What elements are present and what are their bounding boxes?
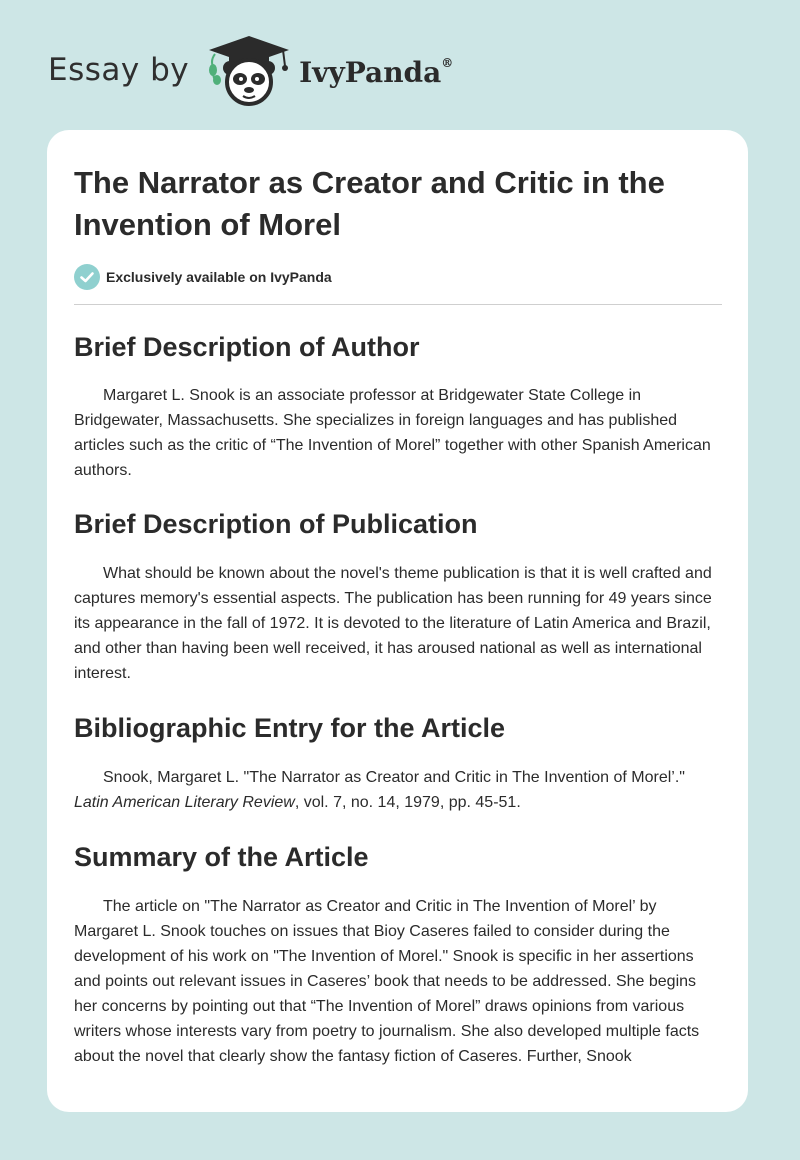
section-heading-publication: Brief Description of Publication <box>74 509 478 539</box>
section-heading-bibliography: Bibliographic Entry for the Article <box>74 713 506 743</box>
check-circle-icon <box>74 264 100 290</box>
section-text-summary: The article on "The Narrator as Creator and Critic in The Invention of Morel’ by Margaret L. Snook touches on issues that Bioy Caseres failed to consider during the development of his work on "The Invention of Morel." Snook is specific in her assertions and points out relevant issues in Caseres’ book that needs to be addressed. She begins her concerns by pointing out that “The Invention of Morel” draws opinions from various writers whose interests vary from poetry to journalism. She also developed multiple facts about the novel that clearly show the fantasy fiction of Caseres. Further, Snook <box>74 898 700 1065</box>
article-title: The Narrator as Creator and Critic in the Invention of Morel <box>74 165 665 242</box>
section-text-author: Margaret L. Snook is an associate professor at Bridgewater State College in Bridgewater, Massachusetts. She specializes in foreign languages and has published articles such as the critic of “The Invention of Morel” together with other Spanish American authors. <box>74 387 711 479</box>
registered-mark: ® <box>441 56 454 71</box>
citation-prefix: Snook, Margaret L. "The Narrator as Creator and Critic in The Invention of Morel’." <box>103 769 685 786</box>
section-text-publication: What should be known about the novel's theme publication is that it is well crafted and captures memory's essential aspects. The publication has been running for 49 years since its appearance in the fall of 1972. It is devoted to the literature of Latin America and Brazil, and other than having been well received, it has aroused national as well as international interest. <box>74 565 712 682</box>
panda-logo-icon <box>203 30 295 110</box>
section-heading-summary: Summary of the Article <box>74 842 369 872</box>
brand-label: IvyPanda <box>299 55 442 89</box>
site-header <box>48 30 453 110</box>
essay-by-label: Essay by <box>48 52 190 88</box>
exclusive-badge-label: Exclusively available on IvyPanda <box>106 269 332 285</box>
article-card <box>47 130 748 1112</box>
citation-journal: Latin American Literary Review <box>74 794 295 811</box>
brand-name <box>299 56 453 89</box>
citation-suffix: , vol. 7, no. 14, 1979, pp. 45-51. <box>294 794 521 811</box>
exclusive-badge <box>74 264 722 305</box>
bibliographic-entry <box>74 765 722 815</box>
section-heading-author: Brief Description of Author <box>74 332 420 362</box>
